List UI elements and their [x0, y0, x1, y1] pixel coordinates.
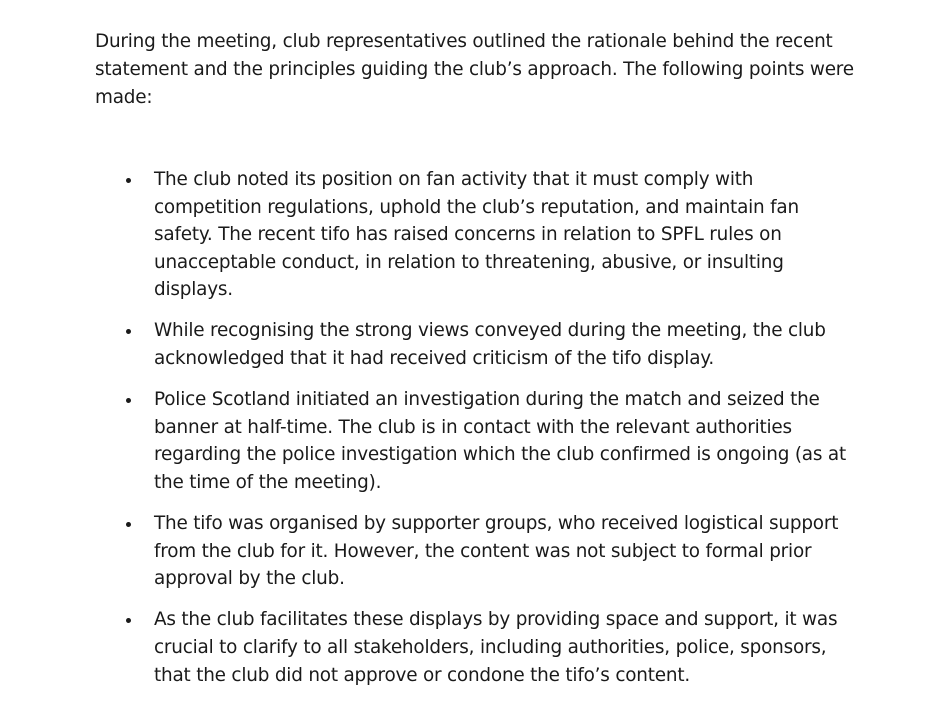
- intro-paragraph: During the meeting, club representatives outlined the rationale behind the recent statement and the principles guiding the club’s approach. The following points were made:: [95, 31, 854, 108]
- list-item: As the club facilitates these displays by providing space and support, it was crucial to clarify to all stakeholders, including authorities, police, sponsors, that the club did not approve or condone the tifo’s content.: [154, 606, 854, 689]
- list-item: The club noted its position on fan activity that it must comply with competition regulations, uphold the club’s reputation, and maintain fan safety. The recent tifo has raised concerns in relation to SPFL rules on unacceptable conduct, in relation to threatening, abusive, or insulting displays.: [154, 166, 854, 304]
- points-list: [154, 166, 854, 703]
- list-item: The tifo was organised by supporter groups, who received logistical support from the club for it. However, the content was not subject to formal prior approval by the club.: [154, 510, 854, 593]
- list-item: Police Scotland initiated an investigation during the match and seized the banner at half-time. The club is in contact with the relevant authorities regarding the police investigation which the club confirmed is ongoing (as at the time of the meeting).: [154, 386, 854, 496]
- list-item: While recognising the strong views conveyed during the meeting, the club acknowledged that it had received criticism of the tifo display.: [154, 317, 854, 372]
- document-body: [95, 28, 855, 686]
